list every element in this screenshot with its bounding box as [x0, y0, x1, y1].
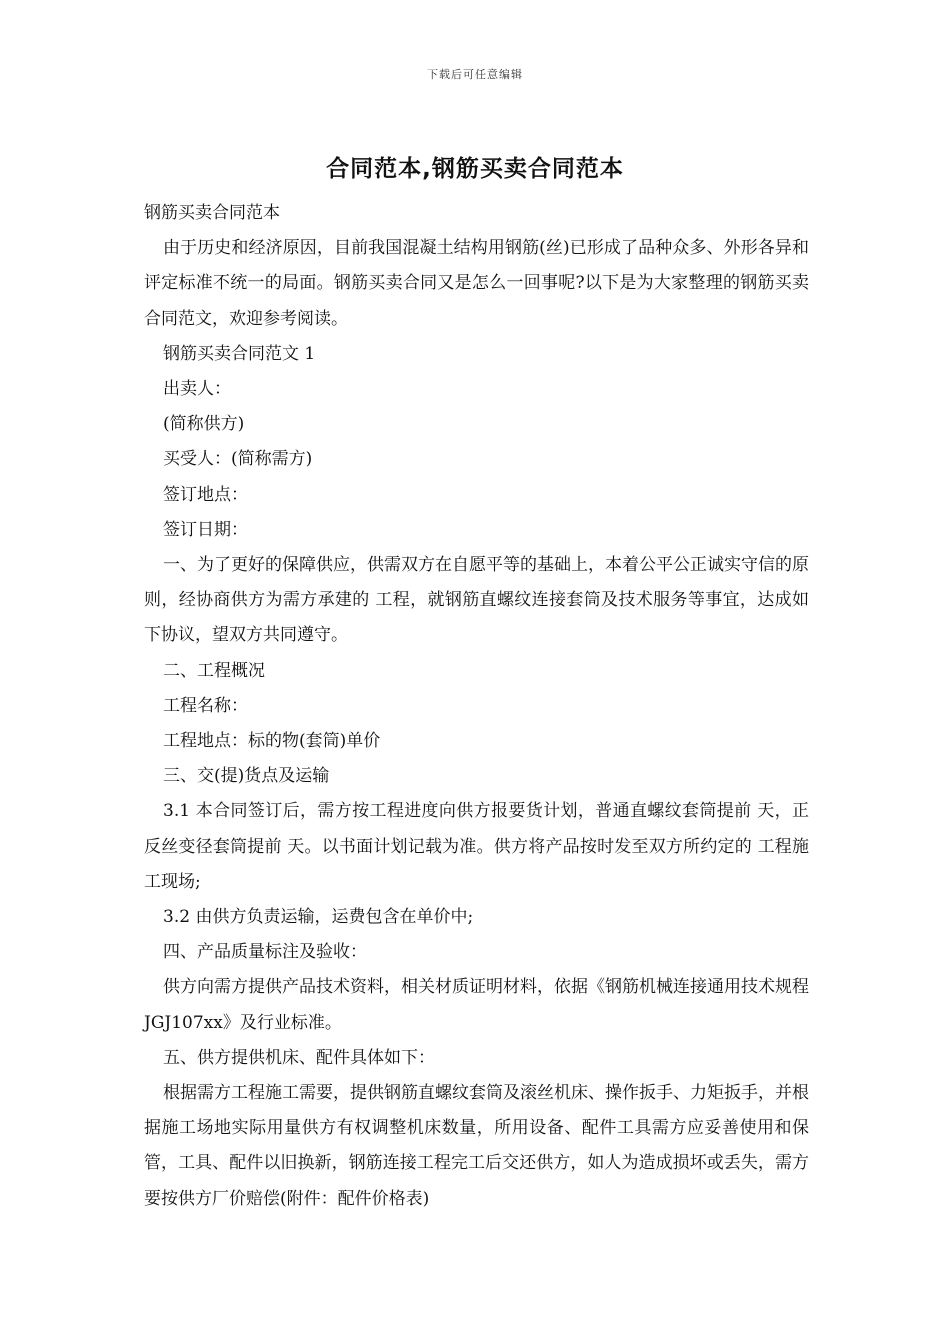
body-paragraph: 签订日期：: [163, 519, 248, 540]
body-paragraph: 3.1 本合同签订后，需方按工程进度向供方报要货计划，普通直螺纹套筒提前 天，正反丝变径套筒提前 天。以书面计划记载为准。供方将产品按时发至双方所约定的 工程施工现场;: [144, 801, 809, 892]
body-paragraph: 3.2 由供方负责运输，运费包含在单价中;: [163, 907, 474, 928]
body-paragraph: 四、产品质量标注及验收：: [163, 942, 367, 963]
body-paragraph: 五、供方提供机床、配件具体如下：: [163, 1047, 435, 1068]
body-paragraph: 钢筋买卖合同范文 1: [163, 343, 316, 364]
body-paragraph: 钢筋买卖合同范本: [144, 203, 280, 223]
header-note: 下载后可任意编辑: [427, 68, 523, 81]
document-title: 合同范本,钢筋买卖合同范本: [326, 156, 624, 182]
body-paragraph: 工程名称：: [163, 695, 248, 716]
body-paragraph: 三、交(提)货点及运输: [163, 766, 330, 787]
body-paragraph: 根据需方工程施工需要，提供钢筋直螺纹套筒及滚丝机床、操作扳手、力矩扳手，并根据施工场地实际用量供方有权调整机床数量，所用设备、配件工具需方应妥善使用和保管，工具、配件以旧换新，钢筋连接工程完工后交还供方，如人为造成损坏或丢失，需方要按供方厂价赔偿(附件：配件价格表): [144, 1083, 809, 1209]
body-paragraph: 出卖人：: [163, 379, 231, 400]
body-paragraph: 供方向需方提供产品技术资料，相关材质证明材料，依据《钢筋机械连接通用技术规程 JGJ107xx》及行业标准。: [144, 977, 809, 1033]
document-body: [144, 196, 809, 1217]
body-paragraph: 买受人：(简称需方): [163, 449, 313, 470]
body-paragraph: 由于历史和经济原因，目前我国混凝土结构用钢筋(丝)已形成了品种众多、外形各异和评定标准不统一的局面。钢筋买卖合同又是怎么一回事呢?以下是为大家整理的钢筋买卖合同范文，欢迎参考阅读。: [144, 238, 809, 329]
body-paragraph: 工程地点：标的物(套筒)单价: [163, 731, 381, 752]
body-paragraph: 二、工程概况: [163, 660, 265, 681]
body-paragraph: 一、为了更好的保障供应，供需双方在自愿平等的基础上，本着公平公正诚实守信的原则，经协商供方为需方承建的 工程，就钢筋直螺纹连接套筒及技术服务等事宜，达成如下协议，望双方共同遵守。: [144, 555, 809, 646]
body-paragraph: (简称供方): [163, 414, 245, 435]
body-paragraph: 签订地点：: [163, 484, 248, 505]
